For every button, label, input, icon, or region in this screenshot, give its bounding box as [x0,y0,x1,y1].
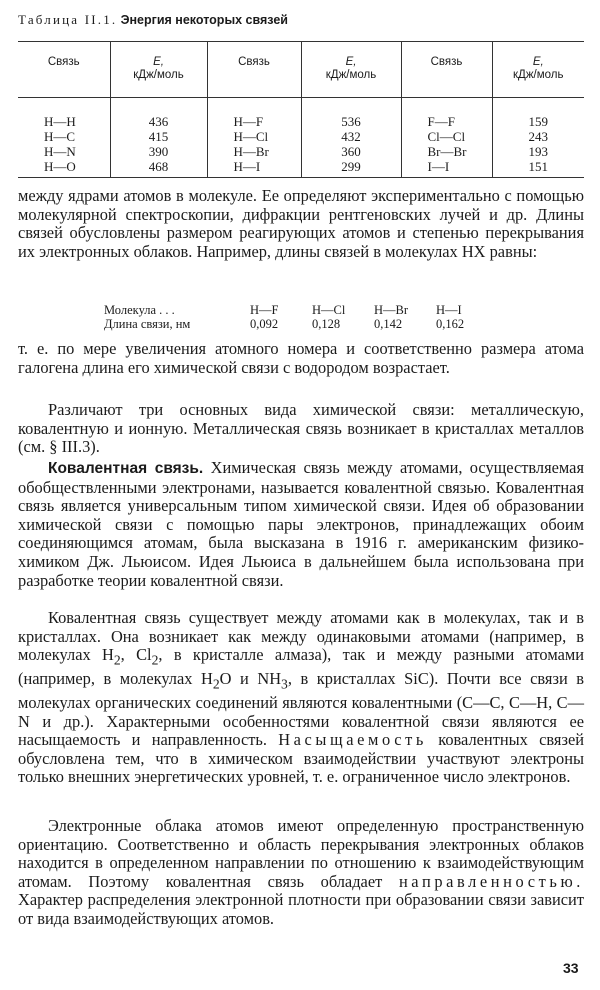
table-cell: H—I [207,159,301,178]
header-energy-symbol: E, [345,56,357,68]
page-number: 33 [563,960,579,976]
table-cell: 536 [301,98,401,130]
table-cell: 432 [301,129,401,144]
section-heading: Ковалентная связь. [48,460,204,477]
text-run: Характер распределения электронной плотности при образовании связи зависит от вида взаимодействующих атомов. [18,890,584,928]
paragraph-covalent-bond [18,459,584,590]
subscript: 3 [281,676,288,692]
header-energy-unit: кДж/моль [325,69,377,81]
table-row [18,144,584,159]
paragraph-text: Химическая связь между атомами, осуществляемая обобществленными электронами, называется ковалентной связью. Ковалентная связь является универсальным типом химической связи. Идея об образовании химической связи с помощью пары электронов, принадлежащих обоим соединяющимся атомам, была высказана в 1916 г. американским физико-химиком Дж. Льюисом. Идея Льюиса в дальнейшем была использована при разработке теории ковалентной связи. [18,458,584,590]
table-cell: 151 [492,159,584,178]
table-cell: 243 [528,128,548,144]
text-run: O и NH [219,669,282,689]
table-cell: 159 [528,113,548,129]
spaced-term: направленностью. [398,871,584,891]
table-cell: 299 [301,159,401,178]
table-row [18,129,584,144]
header-energy-3 [492,42,584,98]
paragraph-directionality [18,817,584,929]
text-run: Электронные облака атомов имеют определенную пространственную ориентацию. Соответственно и область перекрывания электронных облаков находится в определенном направлении по отношению к взаимодействующим атомам. Поэтому ковалентная связь обладает [18,816,584,891]
bond-length-cell: H—F [250,303,279,317]
text-run: , Cl [120,645,152,665]
bond-length-molecule-row [104,303,464,317]
table-cell: H—H [18,98,110,130]
table-title: Энергия некоторых связей [120,13,288,27]
subscript: 2 [212,676,220,692]
subscript: 2 [151,652,159,668]
text-run: , в кристалле алмаза), так и между разными атомами (например, в молекулах H [18,645,584,689]
header-energy-2 [301,42,401,98]
header-bond-2: Связь [207,42,301,98]
table-cell: 436 [110,98,207,130]
table-cell: Cl—Cl [401,129,492,144]
table-cell: I—I [401,159,492,178]
bond-length-row-label: Длина связи, нм [104,317,191,331]
bond-length-cell: H—I [436,303,462,317]
text-run: ковалентных связей обусловлена тем, что в химическом взаимодействии участвуют электроны только внешних энергетических уровней, т. е. ограниченное число электронов. [18,730,584,787]
table-row [18,159,584,178]
paragraph-bond-length: между ядрами атомов в молекуле. Ее определяют экспериментально с помощью молекулярной спектроскопии, дифракции рентгеновских лучей и др. Длины связей обусловлены размером реагирующих атомов и степенью перекрывания их электронных облаков. Например, длины связей в молекулах HX равны: [18,186,584,261]
table-caption [18,12,288,28]
header-energy-unit: кДж/моль [133,69,184,81]
table-cell: H—F [207,98,301,130]
bond-length-cell: 0,128 [312,317,341,331]
bond-length-cell: 0,142 [374,317,403,331]
bond-length-cell: 0,162 [436,317,465,331]
subscript: 2 [113,652,121,668]
table-cell: H—O [18,159,110,178]
bond-length-table [104,303,464,331]
bond-length-cell: H—Br [374,303,409,317]
table-cell: 415 [110,129,207,144]
bond-length-value-row [104,317,464,331]
table-row [18,98,584,130]
table-cell: Br—Br [401,144,492,159]
table-cell: H—Cl [207,129,301,144]
text-run: , в кристаллах SiC). Почти все связи в молекулах органических соединений являются ковалентными (C—C, C—H, C—N и др.). Характерными особенностями ковалентной связи являются ее насыщаемость и направленность. [18,669,584,750]
bond-length-cell: 0,092 [250,317,279,331]
table-cell: 193 [528,143,548,159]
header-energy-1 [110,42,207,98]
text-run: Ковалентная связь существует между атомами как в молекулах, так и в кристаллах. Она возникает как между одинаковыми атомами (например, в молекулах H [18,608,584,665]
bond-length-cell: H—Cl [312,303,346,317]
table-cell: F—F [401,98,492,130]
table-cell: 468 [110,159,207,178]
paragraph-bond-types: Различают три основных вида химической связи: металлическую, ковалентную и ионную. Металлическая связь возникает в кристаллах металлов (см. § III.3). [18,400,584,457]
table-cell: 390 [110,144,207,159]
bond-energy-table [18,41,584,178]
header-energy-symbol: E, [153,56,164,68]
table-cell: H—Br [207,144,301,159]
table-header-row [18,42,584,98]
paragraph-halogen: т. е. по мере увеличения атомного номера и соответственно размера атома галогена длина его химической связи с водородом возрастает. [18,339,584,377]
table-cell: 360 [301,144,401,159]
header-bond-3: Связь [401,42,492,98]
header-energy-symbol: E, [532,56,544,68]
table-label: Таблица II.1. [18,12,118,27]
header-energy-unit: кДж/моль [513,69,564,81]
table-cell: H—N [18,144,110,159]
header-bond-1: Связь [18,42,110,98]
table-cell: H—C [18,129,110,144]
spaced-term: Насыщаемость [278,730,427,750]
paragraph-saturation [18,609,584,787]
bond-length-row-label: Молекула . . . [104,303,175,317]
